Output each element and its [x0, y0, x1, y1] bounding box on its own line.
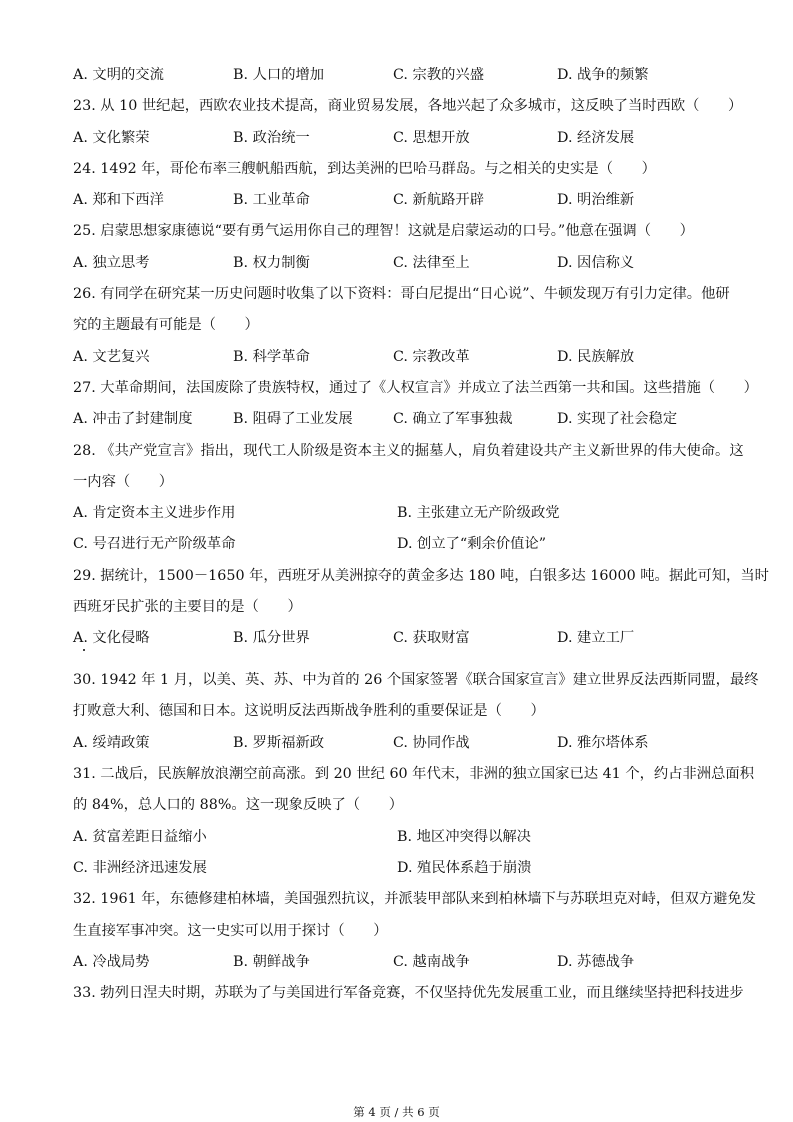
stray-dot [83, 649, 85, 651]
option-b: B. 政治统一 [233, 129, 310, 146]
option-c: C. 获取财富 [393, 630, 470, 647]
q32-options [73, 947, 733, 978]
q31-options-row-2 [73, 853, 733, 884]
page-footer: 第 4 页 / 共 6 页 [353, 1105, 440, 1119]
q31-options-row-1 [73, 822, 733, 853]
option-c: C. 思想开放 [393, 129, 470, 146]
option-d: D. 建立工厂 [557, 630, 635, 647]
option-c: C. 确立了军事独裁 [393, 411, 513, 428]
option-a: A. 文化繁荣 [73, 129, 150, 146]
option-c: C. 协同作战 [393, 734, 470, 751]
option-a: A. 独立思考 [73, 254, 150, 271]
option-c: C. 宗教改革 [393, 348, 470, 365]
option-a: A. 贫富差距日益缩小 [73, 828, 207, 845]
option-d: D. 实现了社会稳定 [557, 411, 678, 428]
option-a: A. 文艺复兴 [73, 348, 150, 365]
option-d: D. 因信称义 [557, 254, 635, 271]
question-32-line-2: 生直接军事冲突。这一史实可以用于探讨（ ） [73, 922, 388, 939]
question-26-line-1: 26. 有同学在研究某一历史问题时收集了以下资料：哥白尼提出“日心说”、牛顿发现万有引力定律。他研 [73, 286, 730, 303]
q22-options [73, 60, 733, 91]
option-d: D. 战争的频繁 [557, 67, 649, 83]
q28-options-row-2 [73, 529, 733, 560]
spacer [73, 655, 733, 666]
option-c: C. 法律至上 [393, 254, 470, 271]
question-32-line-1: 32. 1961 年，东德修建柏林墙，美国强烈抗议，并派装甲部队来到柏林墙下与苏联坦克对峙，但双方避免发 [73, 891, 756, 908]
question-28-line-1: 28. 《共产党宣言》指出，现代工人阶级是资本主义的掘墓人，肩负着建设共产主义新世界的伟大使命。这 [73, 442, 744, 459]
option-b: B. 权力制衡 [233, 254, 310, 271]
question-31-line-1: 31. 二战后，民族解放浪潮空前高涨。到 20 世纪 60 年代末，非洲的独立国家已达 41 个，约占非洲总面积 [73, 766, 754, 783]
option-b: B. 科学革命 [233, 348, 310, 365]
option-b: B. 主张建立无产阶级政党 [397, 505, 560, 522]
page-content [73, 60, 769, 1009]
option-d: D. 民族解放 [557, 348, 635, 365]
option-b: B. 罗斯福新政 [233, 734, 325, 751]
question-25: 25. 启蒙思想家康德说“要有勇气运用你自己的理智！这就是启蒙运动的口号。”他意在强调（ ） [73, 223, 694, 240]
option-c: C. 宗教的兴盛 [393, 67, 485, 83]
option-d: D. 创立了“剩余价值论” [397, 536, 547, 553]
question-26-line-2: 究的主题最有可能是（ ） [73, 317, 259, 334]
question-27: 27. 大革命期间，法国废除了贵族特权，通过了《人权宣言》并成立了法兰西第一共和国。这些措施（ ） [73, 379, 758, 396]
question-30-line-1: 30. 1942 年 1 月，以美、英、苏、中为首的 26 个国家签署《联合国家宣言》建立世界反法西斯同盟，最终 [73, 672, 759, 689]
q30-options [73, 728, 733, 759]
question-30-line-2: 打败意大利、德国和日本。这说明反法西斯战争胜利的重要保证是（ ） [73, 703, 545, 720]
option-c: C. 越南战争 [393, 953, 470, 970]
option-a: A. 绥靖政策 [73, 734, 150, 751]
question-29-line-1: 29. 据统计，1500－1650 年，西班牙从美洲掠夺的黄金多达 180 吨，白银多达 16000 吨。据此可知，当时 [73, 567, 769, 584]
option-c: C. 非洲经济迅速发展 [73, 859, 207, 876]
option-d: D. 苏德战争 [557, 953, 635, 970]
option-a: A. 冷战局势 [73, 953, 150, 970]
option-a: A. 郑和下西洋 [73, 192, 164, 209]
option-c: C. 新航路开辟 [393, 192, 485, 209]
q25-options [73, 248, 733, 279]
question-33-line-1: 33. 勃列日涅夫时期，苏联为了与美国进行军备竞赛，不仅坚持优先发展重工业，而且继续坚持把科技进步 [73, 985, 744, 1002]
question-28-line-2: 一内容（ ） [73, 473, 174, 490]
q23-options [73, 123, 733, 154]
q28-options-row-1 [73, 498, 733, 529]
question-23: 23. 从 10 世纪起，西欧农业技术提高，商业贸易发展，各地兴起了众多城市，这反映了当时西欧（ ） [73, 98, 743, 115]
option-a: A. 冲击了封建制度 [73, 411, 193, 428]
q29-options [73, 623, 733, 654]
option-b: B. 地区冲突得以解决 [397, 828, 531, 845]
question-29-line-2: 西班牙民扩张的主要目的是（ ） [73, 599, 302, 616]
q24-options [73, 185, 733, 216]
option-b: B. 人口的增加 [233, 67, 325, 83]
option-d: D. 雅尔塔体系 [557, 734, 649, 751]
option-b: B. 阻碍了工业发展 [233, 411, 353, 428]
option-d: D. 明治维新 [557, 192, 635, 209]
option-d: D. 殖民体系趋于崩溃 [397, 859, 532, 876]
option-c: C. 号召进行无产阶级革命 [73, 536, 236, 553]
option-b: B. 朝鲜战争 [233, 953, 310, 970]
question-31-line-2: 的 84%，总人口的 88%。这一现象反映了（ ） [73, 797, 403, 814]
option-d: D. 经济发展 [557, 129, 635, 146]
question-24: 24. 1492 年，哥伦布率三艘帆船西航，到达美洲的巴哈马群岛。与之相关的史实是（ ） [73, 160, 656, 177]
option-a: A. 肯定资本主义进步作用 [73, 505, 236, 522]
q26-options [73, 342, 733, 373]
option-a: A. 文明的交流 [73, 67, 164, 83]
q27-options [73, 404, 733, 435]
option-a: A. 文化侵略 [73, 630, 150, 647]
option-b: B. 工业革命 [233, 192, 310, 209]
option-b: B. 瓜分世界 [233, 630, 310, 647]
